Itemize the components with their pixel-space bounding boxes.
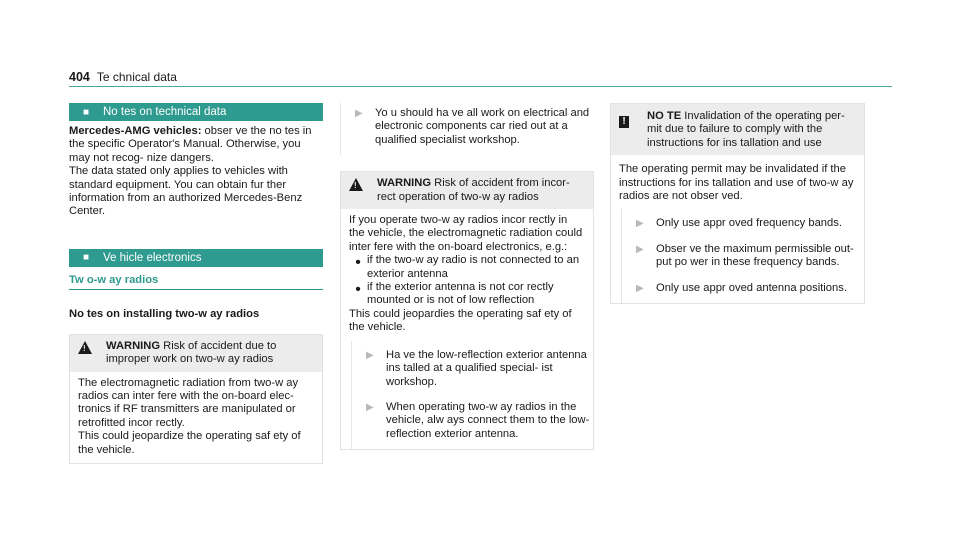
warning-paragraph: This could jeopardize the operating saf ety of the vehicle. [78,430,301,456]
note-label: NO TE [647,110,682,122]
action-text: Only use appr oved frequency bands. [656,217,842,230]
action-text: Ha ve the low-reflection exterior antenna ins talled at a qualified special‐ ist workshop. [386,348,587,388]
warning-header [70,335,322,372]
warning-paragraph: This could jeopardies the operating saf ety of the vehicle. [349,307,572,334]
bullet-icon: • [355,281,361,299]
warning-paragraph: If you operate two-w ay radios incor rectly in the vehicle, the electromagnetic radiation could inter fere with the on-board electronics, e.g.: [349,214,583,253]
arrow-icon: ▶ [636,218,644,230]
note-box [610,103,865,304]
action-text: Obser ve the maximum permissible out‐ put po wer in these frequency bands. [656,242,854,269]
warning-heading: Risk of accident from incor‐ rect operation of two-w ay radios [377,177,570,203]
warning-paragraph: The electromagnetic radiation from two-w ay radios can inter fere with the on-board elec‐ tronics if RF transmitters are manipulated or retrofitted incor rectly. [78,376,299,429]
action-list [351,341,593,449]
subsection-title: Tw o-w ay radios [69,274,323,290]
section-bar-technical-data [69,103,323,121]
intro-bold: Mercedes-AMG vehicles: [69,125,202,137]
note-paragraph: The operating permit may be invalidated if the instructions for ins tallation and use of two-w ay radios are not obser ved. [619,163,854,203]
section-marker-icon: ■ [82,252,90,264]
bullet-item [349,281,585,308]
section-title: No tes on technical data [103,106,227,118]
section-title: Ve hicle electronics [103,251,202,264]
column-1 [69,103,323,464]
notes-heading: No tes on installing two-w ay radios [69,307,260,320]
action-text: Yo u should ha ve all work on electrical and electronic components car ried out at a qualified specialist workshop. [375,107,590,146]
page-header [69,70,177,84]
arrow-icon: ▶ [366,401,374,413]
warning-body [341,209,593,341]
action-text: When operating two-w ay radios in the vehicle, alw ays connect them to the low-reflection exterior antenna. [386,400,590,440]
action-item [366,349,593,389]
action-item [636,282,864,295]
column-2 [340,103,594,450]
warning-icon [78,341,92,354]
arrow-icon: ▶ [636,243,644,255]
warning-label: WARNING [377,177,432,190]
intro-paragraph [69,125,323,165]
section-bar-vehicle-electronics [69,249,323,267]
action-text: Only use appr oved antenna positions. [656,281,847,294]
arrow-icon: ▶ [366,349,374,361]
page-header-title: Te chnical data [96,70,177,84]
arrow-icon: ▶ [636,282,644,294]
bullet-item [349,254,585,281]
action-item [366,401,593,441]
data-paragraph: The data stated only applies to vehicles with standard equipment. You can obtain fur ther information from an authorized Mercedes-Benz Center. [69,165,303,218]
arrow-icon: ▶ [355,108,363,119]
intro-rest: obser ve the no tes in the specific Operator's Manual. Otherwise, you may not recog‐ nize dangers. [69,125,312,164]
page-number: 404 [69,70,90,84]
action-list [621,209,864,303]
warning-box [69,334,323,464]
column-3 [610,103,865,304]
warning-heading: Risk of accident due to improper work on two-w ay radios [106,339,277,366]
note-heading: Invalidation of the operating per‐ mit due to failure to comply with the instructions for ins tallation and use [647,110,845,149]
header-divider [69,86,892,87]
note-header [611,104,864,155]
warning-label: WARNING [106,339,161,352]
action-item [636,243,864,270]
note-body [611,155,864,209]
section-marker-icon: ■ [82,106,90,118]
bullet-text: if the two-w ay radio is not connected to an exterior antenna [367,254,580,280]
warning-box [340,171,594,450]
warning-icon [349,178,363,191]
notice-icon: ! [619,116,629,128]
warning-header [341,172,593,209]
action-list [340,103,594,155]
action-item [355,107,594,147]
warning-body [70,372,322,463]
bullet-text: if the exterior antenna is not cor rectly mounted or is not of low reflection [367,281,554,307]
bullet-icon: • [355,254,361,272]
action-item [636,217,864,230]
